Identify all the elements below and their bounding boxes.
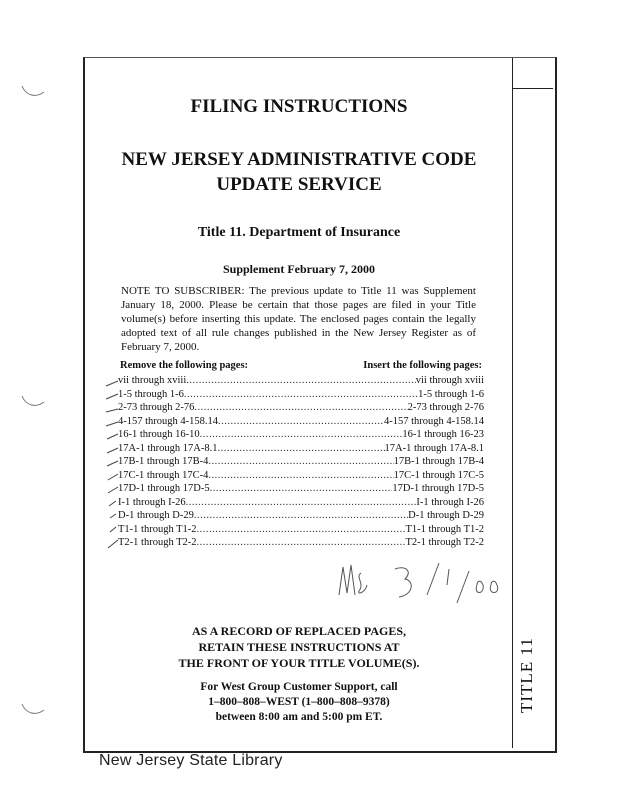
insert-pages: 17C-1 through 17C-5 [393, 469, 484, 481]
insert-column-header: Insert the following pages: [363, 360, 482, 371]
insert-pages: 1-5 through 1-6 [418, 388, 484, 400]
remove-pages: 17B-1 through 17B-4 [118, 456, 209, 467]
table-row [118, 401, 484, 415]
title-tab-label: TITLE 11 [517, 637, 536, 713]
insert-pages: T2-1 through T2-2 [405, 537, 484, 548]
subscriber-note: NOTE TO SUBSCRIBER: The previous update to Title 11 was Supplement January 18, 2000. Please be certain that those pages are filed in your Title volume(s) before inserting this update. The enclosed pages contain the legally adopted text of all rule changes published in the New Jersey Register as of February 7, 2000. [121, 285, 476, 353]
remove-column-header: Remove the following pages: [120, 360, 249, 371]
remove-pages: 17A-1 through 17A-8.1 [118, 442, 218, 454]
remove-pages: 4-157 through 4-158.14 [118, 415, 219, 427]
margin-mark-bottom [20, 700, 46, 722]
table-row [118, 523, 484, 537]
remove-pages: D-1 through D-29 [118, 510, 194, 521]
record-line-2: RETAIN THESE INSTRUCTIONS AT [198, 640, 400, 654]
remove-pages: 16-1 through 16-10 [118, 429, 200, 440]
support-hours: between 8:00 am and 5:00 pm ET. [215, 711, 383, 723]
code-heading-line1: NEW JERSEY ADMINISTRATIVE CODE [121, 149, 477, 170]
insert-pages: T1-1 through T1-2 [405, 523, 484, 535]
insert-pages: 17D-1 through 17D-5 [392, 483, 484, 494]
table-row [118, 388, 484, 402]
record-line-1: AS A RECORD OF REPLACED PAGES, [191, 624, 407, 638]
margin-mark-top [20, 82, 46, 104]
code-heading-line2: UPDATE SERVICE [216, 174, 382, 195]
page-list [118, 374, 484, 550]
table-row [118, 536, 484, 550]
table-row [118, 509, 484, 523]
remove-pages: T1-1 through T1-2 [118, 523, 197, 535]
insert-pages: 17A-1 through 17A-8.1 [384, 442, 484, 454]
check-marks [104, 376, 124, 556]
remove-pages: vii through xviii [118, 375, 187, 386]
tab-divider [512, 58, 513, 748]
table-row [118, 455, 484, 469]
page-columns-header [120, 360, 482, 371]
remove-pages: 17D-1 through 17D-5 [118, 483, 210, 494]
table-row [118, 415, 484, 429]
record-notice [86, 623, 512, 671]
tab-top-rule [513, 88, 553, 89]
support-phone: 1–800–808–WEST (1–800–808–9378) [208, 696, 390, 708]
insert-pages: 16-1 through 16-23 [402, 429, 484, 440]
remove-pages: 2-73 through 2-76 [118, 402, 195, 413]
table-row [118, 442, 484, 456]
insert-pages: 17B-1 through 17B-4 [393, 456, 484, 467]
table-row [118, 469, 484, 483]
remove-pages: T2-1 through T2-2 [118, 537, 197, 548]
library-stamp: New Jersey State Library [99, 752, 283, 769]
remove-pages: 17C-1 through 17C-4 [118, 469, 209, 481]
code-heading [86, 147, 512, 197]
margin-mark-middle [20, 392, 46, 414]
supplement-date: Supplement February 7, 2000 [222, 262, 375, 276]
insert-pages: I-1 through I-26 [416, 496, 484, 508]
title-line: Title 11. Department of Insurance [197, 225, 401, 240]
remove-pages: 1-5 through 1-6 [118, 388, 184, 400]
insert-pages: 2-73 through 2-76 [407, 402, 484, 413]
table-row [118, 496, 484, 510]
insert-pages: D-1 through D-29 [408, 510, 484, 521]
page-heading: FILING INSTRUCTIONS [190, 96, 408, 117]
insert-pages: 4-157 through 4-158.14 [383, 415, 484, 427]
customer-support [86, 680, 512, 725]
table-row [118, 428, 484, 442]
insert-pages: vii through xviii [415, 375, 484, 386]
remove-pages: I-1 through I-26 [118, 496, 186, 508]
record-line-3: THE FRONT OF YOUR TITLE VOLUME(S). [178, 656, 420, 670]
support-line-1: For West Group Customer Support, call [200, 681, 398, 693]
handwritten-initials-date [335, 555, 505, 615]
table-row [118, 482, 484, 496]
table-row [118, 374, 484, 388]
